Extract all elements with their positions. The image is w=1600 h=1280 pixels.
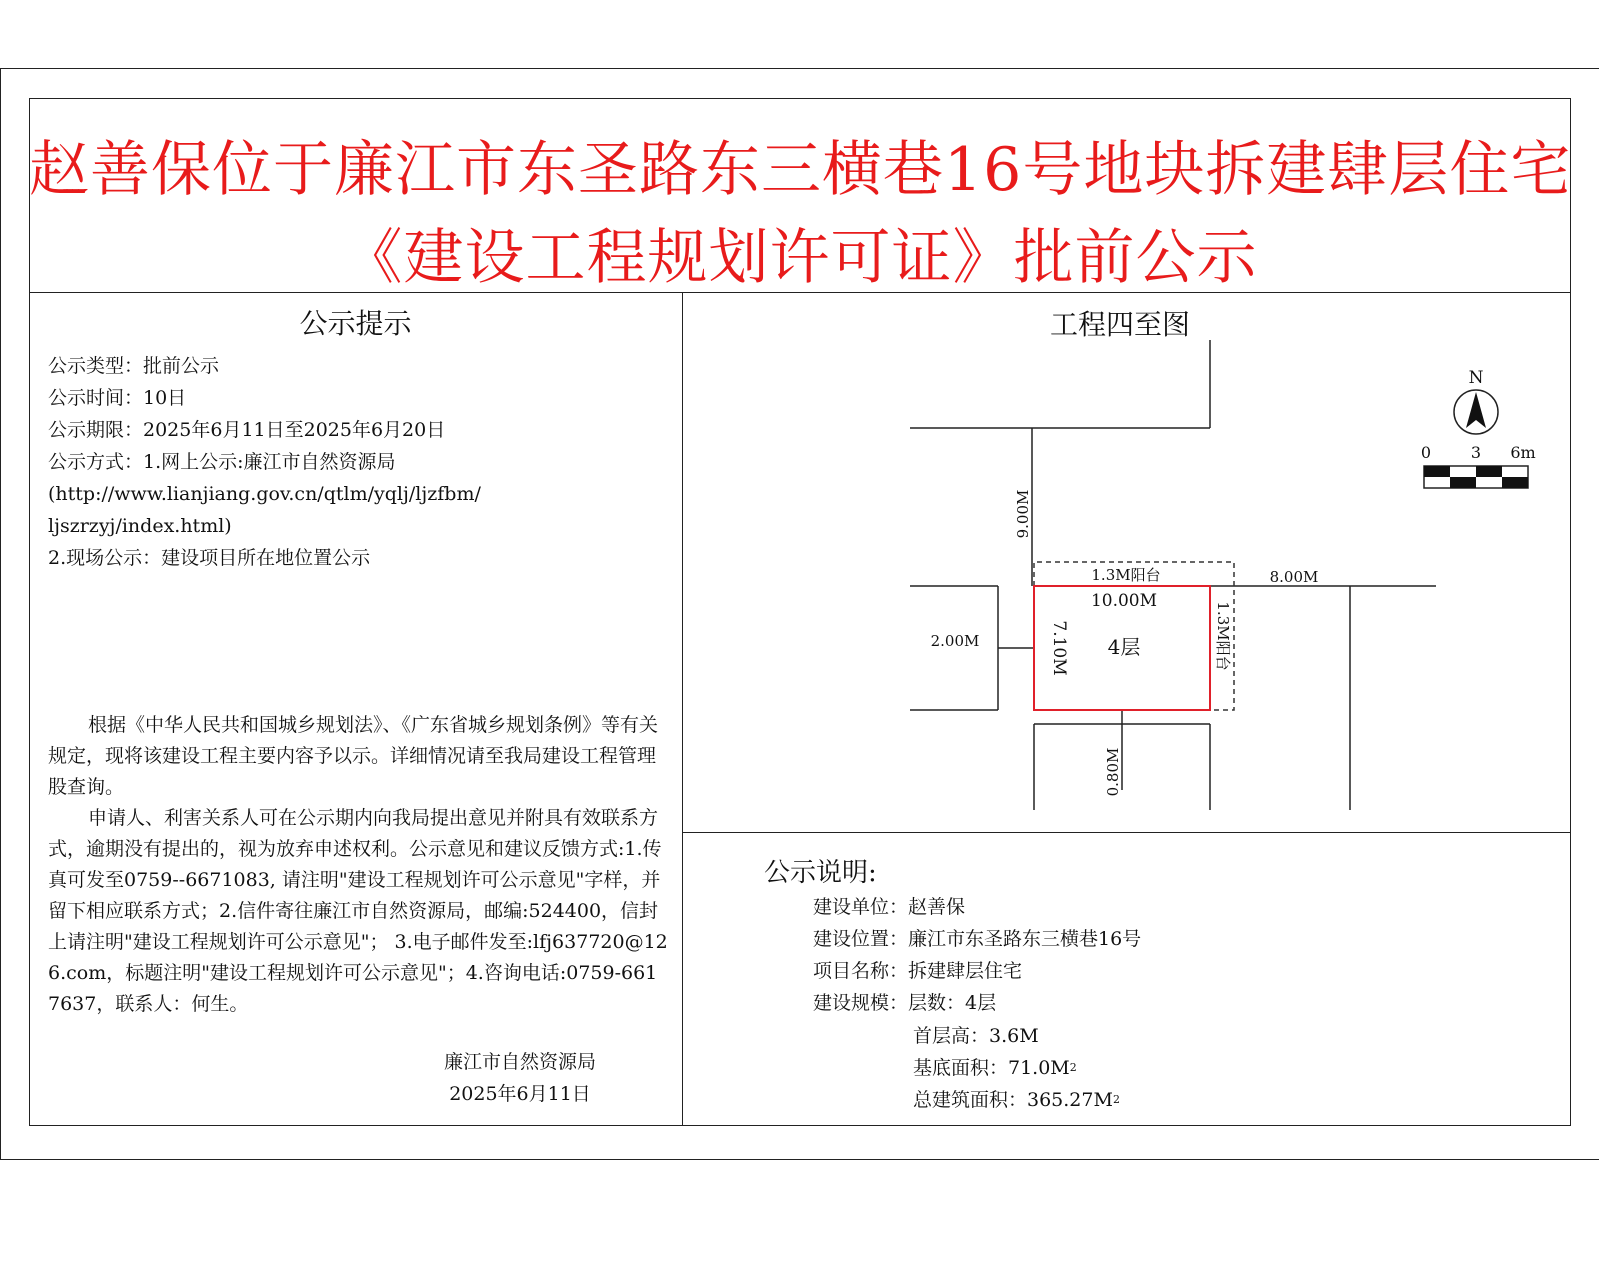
- notice-paragraph-2: 申请人、利害关系人可在公示期内向我局提出意见并附具有效联系方式，逾期没有提出的，视为放弃申述权利。公示意见和建议反馈方式:1.传真可发至0759--6671083, 请注明"建设工程规划许可公示意见"字样，并留下相应联系方式；2.信件寄往廉江市自然资源局，邮编:524400，信封上请注明"建设工程规划许可公示意见"； 3.电子邮件发至:lfj637720@126.com，标题注明"建设工程规划许可公示意见"；4.咨询电话:0759-6617637，联系人：何生。: [48, 807, 668, 1015]
- notice-period: 公示期限：2025年6月11日至2025年6月20日: [48, 419, 446, 441]
- notice-type: 公示类型：批前公示: [48, 355, 220, 377]
- notice-onsite: 2.现场公示：建设项目所在地位置公示: [48, 547, 371, 569]
- notice-method: 公示方式：1.网上公示:廉江市自然资源局: [48, 451, 396, 473]
- dim-east: 8.00M: [1269, 568, 1319, 586]
- description-first-floor-height: 首层高：3.6M: [913, 1025, 1039, 1047]
- notice-sign-date: 2025年6月11日: [449, 1083, 591, 1105]
- notice-paragraph-1: 根据《中华人民共和国城乡规划法》、《广东省城乡规划条例》等有关规定，现将该建设工程主要内容予以示。详细情况请至我局建设工程管理股查询。: [48, 714, 659, 798]
- description-heading: 公示说明:: [764, 858, 877, 888]
- scale-label-0: 0: [1420, 443, 1432, 462]
- floors-label: 4层: [1107, 635, 1141, 659]
- notice-url-line-2: ljszrzyj/index.html): [48, 515, 232, 537]
- description-location: 建设位置：廉江市东圣路东三横巷16号: [813, 928, 1142, 950]
- description-base-area: 基底面积：$71.0M^2$: [913, 1057, 1077, 1079]
- dim-balcony-top: 1.3M阳台: [1091, 566, 1161, 584]
- title-line-1: 赵善保位于廉江市东圣路东三横巷16号地块拆建肆层住宅: [29, 135, 1572, 205]
- notice-url-line-1: (http://www.lianjiang.gov.cn/qtlm/yqlj/ljzfbm/: [48, 483, 481, 505]
- title-line-2: 《建设工程规划许可证》批前公示: [342, 223, 1258, 293]
- scale-bar: [1424, 466, 1528, 488]
- dim-depth: 7.10M: [1049, 620, 1069, 676]
- dim-width: 10.00M: [1090, 591, 1158, 611]
- description-unit: 建设单位：赵善保: [813, 896, 966, 918]
- dim-south: 0.80M: [1104, 747, 1122, 797]
- notice-signer: 廉江市自然资源局: [443, 1051, 596, 1073]
- dim-west: 2.00M: [930, 632, 980, 650]
- description-total-area: 总建筑面积：$365.27M^2$: [913, 1089, 1120, 1111]
- scale-label-3: 3: [1470, 443, 1482, 462]
- notice-duration: 公示时间：10日: [48, 387, 187, 409]
- north-label: N: [1468, 368, 1484, 388]
- description-project: 项目名称：拆建肆层住宅: [813, 960, 1023, 982]
- notice-heading: 公示提示: [299, 307, 412, 340]
- scale-label-6m: 6m: [1510, 443, 1536, 462]
- north-arrow-icon: [1454, 390, 1498, 434]
- description-scale: 建设规模：层数：4层: [813, 992, 997, 1014]
- dim-balcony-right: 1.3M阳台: [1214, 601, 1232, 671]
- dim-north-road: 9.00M: [1014, 489, 1032, 539]
- diagram-heading: 工程四至图: [1049, 308, 1190, 341]
